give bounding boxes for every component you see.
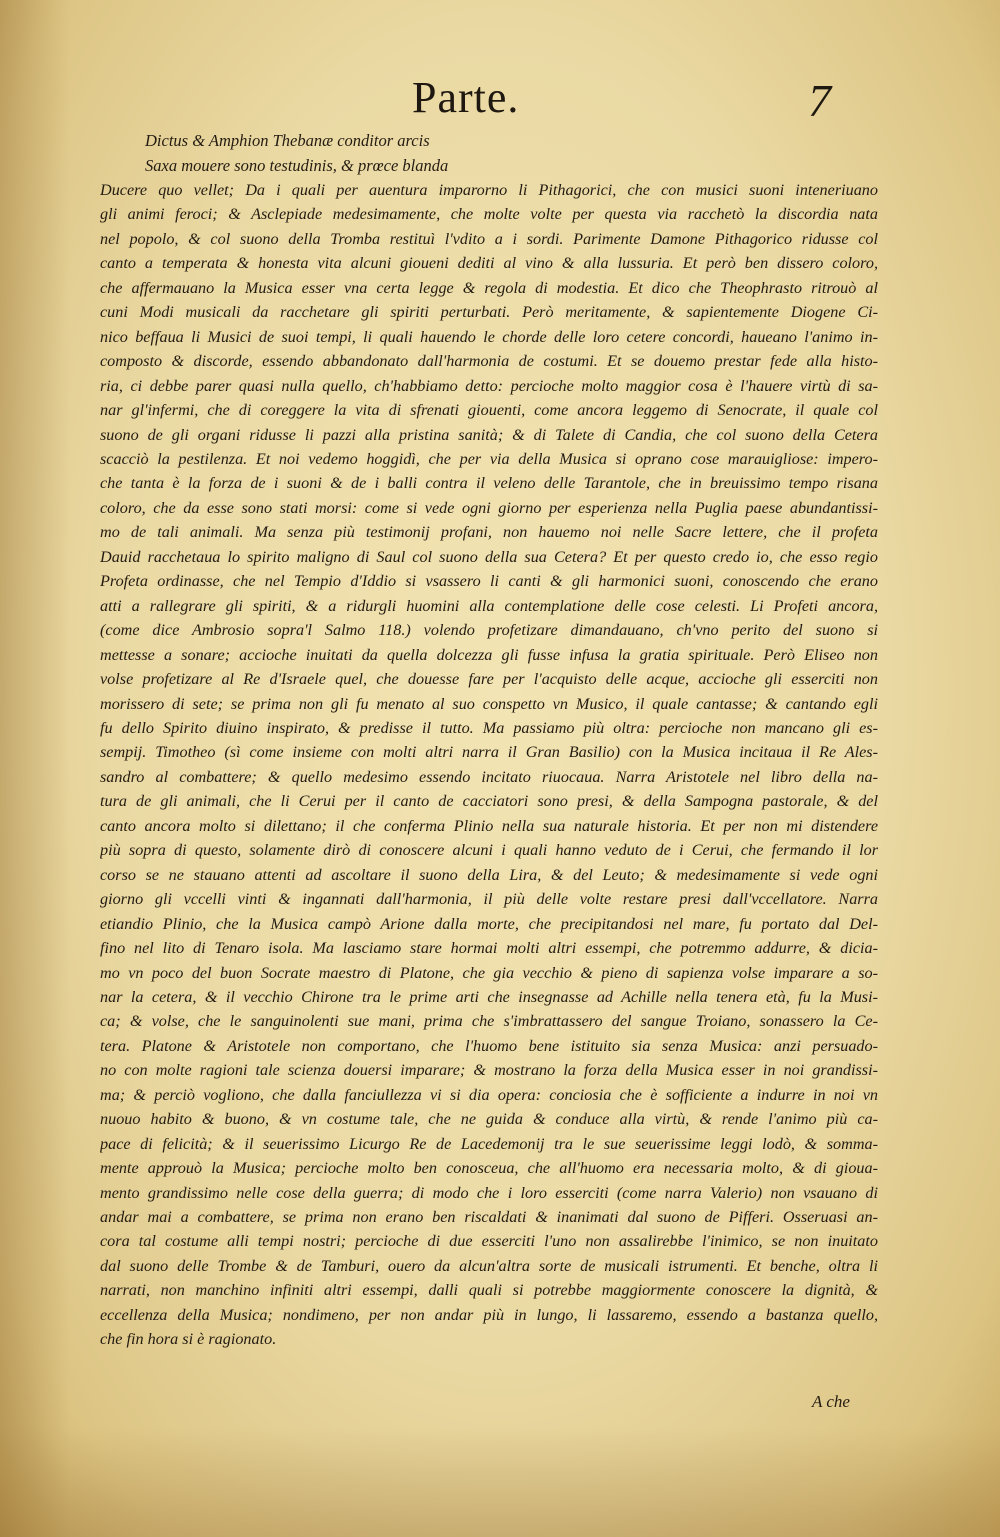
text-line: etiandio Plinio, che la Musica campò Arione dalla morte, che precipitandosi nel mare, fu portato dal Del- — [100, 914, 878, 933]
text-line: cora tal costume alli tempi nostri; percioche di due esserciti l'uno non assalirebbe l'inimico, se non inuitato — [100, 1232, 878, 1251]
text-line: sempij. Timotheo (sì come insieme con molti altri narra il Gran Basilio) con la Musica incitaua il Re Ales- — [100, 743, 878, 762]
text-line: mo de tali animali. Ma senza più testimonij profani, non hauemo noi nelle Sacre lettere, che il profeta — [100, 523, 878, 542]
text-line: narrati, non manchino infiniti altri essempi, dalli quali si potrebbe maggiormente conoscere la dignità, & — [100, 1281, 878, 1300]
text-line: giorno gli vccelli vinti & ingannati dall'harmonia, il più delle volte restare presi dall'vccellatore. Narra — [100, 890, 878, 909]
text-line: corso se ne stauano attenti ad ascoltare il suono della Lira, & del Leuto; & medesimamente si vede ogni — [100, 865, 878, 884]
text-line: Profeta ordinasse, che nel Tempio d'Iddio si vsassero li canti & gli harmonici suoni, conoscendo che erano — [100, 572, 878, 591]
text-line: scacciò la pestilenza. Et noi vedemo hoggidì, che per via della Musica si oprano cose marauigliose: impero- — [100, 449, 878, 468]
text-line: andar mai a combattere, se prima non erano ben riscaldati & inanimati dal suono de Pifferi. Osseruasi an- — [100, 1208, 878, 1227]
text-line: Dauid racchetaua lo spirito maligno di Saul col suono della sua Cetera? Et per questo credo io, che esso regio — [100, 547, 878, 566]
text-line: morissero di sete; se prima non gli fu menato al suo conspetto vn Musico, il quale cantasse; & cantando egli — [100, 694, 878, 713]
page-edge-shadow — [0, 0, 70, 1537]
text-line: nar la cetera, & il vecchio Chirone tra le prime arti che insegnasse ad Achille nella tenera età, fu la Musi- — [100, 987, 878, 1006]
folio-number: 7 — [808, 75, 831, 126]
text-line: che tanta è la forza de i suoni & de i balli contra il veleno delle Tarantole, che in breuissimo tempo risana — [100, 474, 878, 493]
text-line: fu dello Spirito diuino inspirato, & predisse il tutto. Ma passiamo più oltra: percioche non mancano gli es- — [100, 718, 878, 737]
text-line: dal suono delle Trombe & de Tamburi, ouero da alcun'altra sorte de musicali istrumenti. Et benche, oltra li — [100, 1256, 878, 1275]
catchword: A che — [812, 1392, 850, 1411]
text-line: ria, ci debbe parer quasi nulla quello, ch'habbiamo detto: percioche molto maggior cosa è l'hauere virtù di sa- — [100, 376, 878, 395]
body-text — [100, 178, 878, 1352]
text-line: nel popolo, & col suono della Tromba restituì l'vdito a i sordi. Parimente Damone Pithagorico ridusse col — [100, 229, 878, 248]
text-line: cuni Modi musicali da racchetare gli spiriti perturbati. Però meritamente, & sapientemente Diogene Ci- — [100, 303, 878, 322]
text-line: atti a rallegrare gli spiriti, & a ridurgli huomini alla contemplatione delle cose celesti. Li Profeti ancora, — [100, 596, 878, 615]
text-line: mente approuò la Musica; percioche molto ben conosceua, che all'huomo era necessaria molto, & di gioua- — [100, 1159, 878, 1178]
text-line: che fin hora si è ragionato. — [100, 1330, 277, 1349]
text-line: suono de gli organi ridusse li pazzi alla pristina sanità; & di Talete di Candia, che col suono della Cetera — [100, 425, 878, 444]
text-line: coloro, che da esse sono stati morsi: come si vede ogni giorno per esperienza nella Puglia paese abundantissi- — [100, 498, 878, 517]
page-bottom-stain — [0, 1427, 1000, 1537]
text-line: tera. Platone & Aristotele non comportano, che l'huomo bene istituito sia senza Musica: anzi persuado- — [100, 1036, 878, 1055]
text-line: nuouo habito & buono, & vn costume tale, che ne guida & conduce alla virtù, & rende l'animo più ca- — [100, 1110, 878, 1129]
text-line: mo vn poco del buon Socrate maestro di Platone, che gia vecchio & pieno di sapienza volse imparare a so- — [100, 963, 878, 982]
text-line: che affermauano la Musica esser vna certa legge & regola di modestia. Et dico che Theophrasto ritrouò al — [100, 278, 878, 297]
text-line: sandro al combattere; & quello medesimo essendo incitato riuocaua. Narra Aristotele nel libro della na- — [100, 767, 878, 786]
text-line: fino nel lito di Tenaro isola. Ma lasciamo stare hormai molti altri essempi, che potremmo addurre, & dicia- — [100, 939, 878, 958]
text-line: tura de gli animali, che li Cerui per il canto de cacciatori sono presi, & della Sampogna pastorale, & del — [100, 792, 878, 811]
running-head: Parte. — [412, 73, 520, 122]
text-line: ca; & volse, che le sanguinolenti sue mani, prima che s'imbrattassero del sangue Troiano, sonassero la Ce- — [100, 1012, 878, 1031]
text-line: composto & discorde, essendo abbandonato dall'harmonia de costumi. Et se douemo prestar fede alla histo- — [100, 352, 878, 371]
text-line: pace di felicità; & il seuerissimo Licurgo Re de Lacedemonij tra le sue seuerissime leggi lodò, & somma- — [100, 1134, 878, 1153]
text-line: ma; & perciò vogliono, che dalla fanciullezza vi si dia opera: conciosia che è sofficiente a indurre in noi vn — [100, 1085, 878, 1104]
text-line: no con molte ragioni tale scienza douersi imparare; & mostrano la forza della Musica esser in noi grandissi- — [100, 1061, 878, 1080]
text-line: nico beffaua li Musici de suoi tempi, li quali hauendo le chorde delle loro cetere concordi, haueano l'animo in- — [100, 327, 878, 346]
text-line: eccellenza della Musica; nondimeno, per non andar più in lungo, li lassaremo, essendo a bastanza quello, — [100, 1305, 878, 1324]
verse-line: Saxa mouere sono testudinis, & prœce blanda — [145, 156, 449, 175]
text-line: (come dice Ambrosio sopra'l Salmo 118.) volendo profetizare dimandauano, ch'vno perito del suono si — [100, 621, 878, 640]
text-line: mettesse a sonare; accioche inuitati da quella dolcezza gli fusse infusa la gratia spirituale. Però Eliseo non — [100, 645, 878, 664]
text-line: Ducere quo vellet; Da i quali per auentura imparorno li Pithagorici, che con musici suoni inteneriuano — [100, 181, 878, 199]
verse-quotation — [145, 128, 665, 178]
verse-line: Dictus & Amphion Thebanæ conditor arcis — [145, 131, 430, 150]
text-line: nar gl'infermi, che di coreggere la vita di sfrenati giouenti, come ancora leggemo di Senocrate, il quale col — [100, 401, 878, 420]
text-line: più sopra di questo, solamente dirò di conoscere alcuni i quali hanno veduto de i Cerui, che fermando il lor — [100, 841, 878, 860]
text-line: canto ancora molto si dilettano; il che conferma Plinio nella sua naturale historia. Et per non mi distendere — [100, 816, 878, 835]
text-line: canto a temperata & honesta vita alcuni gioueni dediti al vino & alla lussuria. Et però ben dissero coloro, — [100, 254, 878, 273]
text-line: gli animi feroci; & Asclepiade medesimamente, che molte volte per questa via racchetò la discordia nata — [100, 205, 878, 224]
text-line: volse profetizare al Re d'Israele quel, che douesse fare per l'acquisto delle acque, accioche gli esserciti non — [100, 670, 878, 689]
text-line: mento grandissimo nelle cose della guerra; di modo che i loro esserciti (come narra Valerio) non vsauano di — [100, 1183, 878, 1202]
